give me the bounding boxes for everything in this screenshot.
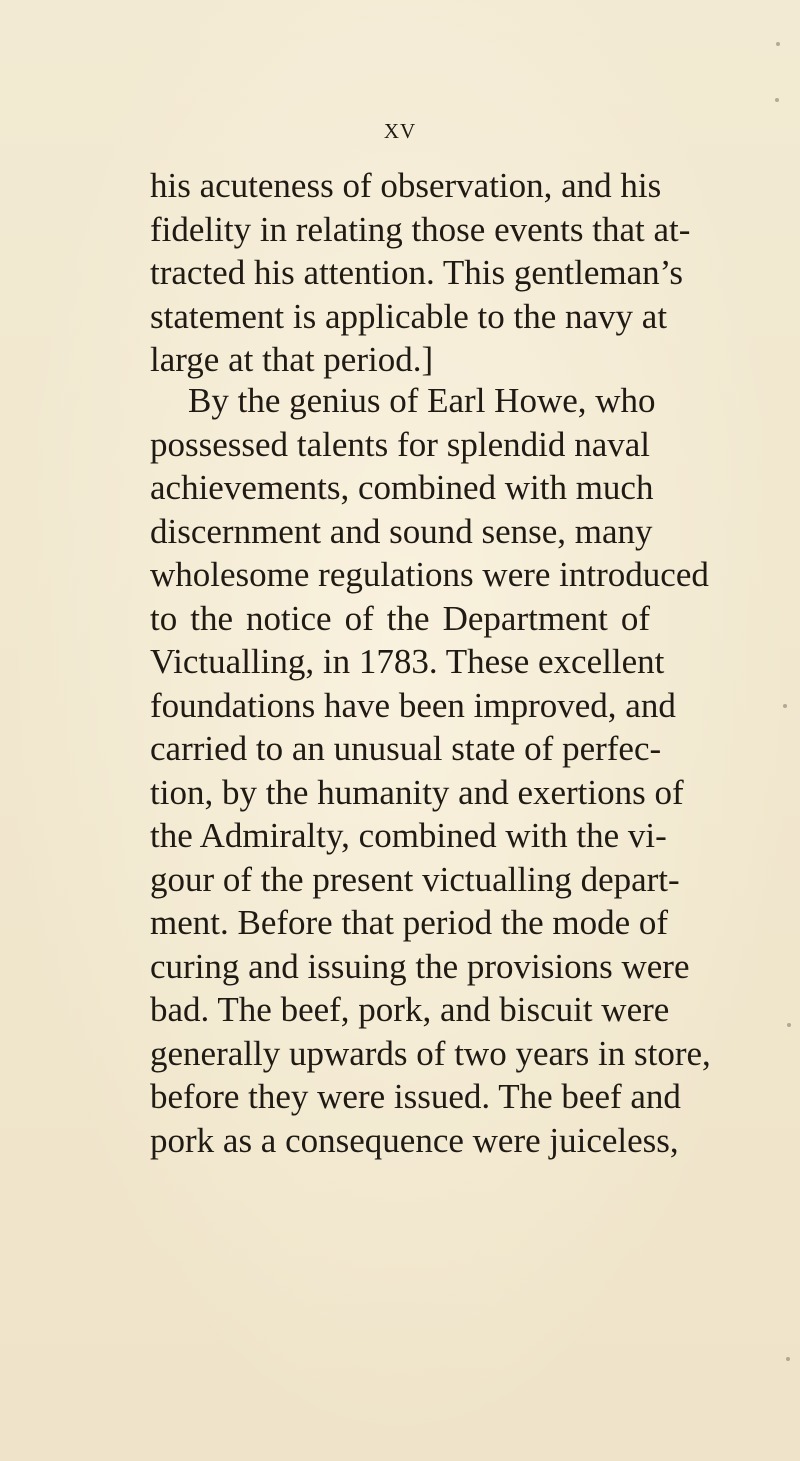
text-line: ment. Before that period the mode of <box>150 903 669 942</box>
text-line: By the genius of Earl Howe, who <box>188 381 656 420</box>
text-line: discernment and sound sense, many <box>150 511 653 551</box>
text-line: foundations have been improved, and <box>150 685 676 725</box>
paper-speck <box>776 42 780 46</box>
text-line: possessed talents for splendid naval <box>150 424 650 464</box>
paragraph-1 <box>150 164 691 382</box>
paper-speck <box>786 1357 790 1361</box>
paper-speck <box>787 1023 791 1027</box>
paragraph-2 <box>150 379 711 1162</box>
page-number: xv <box>383 112 417 145</box>
text-line: before they were issued. The beef and <box>150 1077 681 1116</box>
text-line: statement is applicable to the navy at <box>150 296 668 336</box>
text-line: achievements, combined with much <box>150 468 654 507</box>
text-line: Victualling, in 1783. These excellent <box>150 642 665 681</box>
paper-speck <box>783 704 787 708</box>
text-line: gour of the present victualling depart- <box>150 859 680 899</box>
text-line: generally upwards of two years in store, <box>150 1033 711 1073</box>
text-line: fidelity in relating those events that at- <box>150 209 691 249</box>
text-line: to the notice of the Department of <box>150 598 650 638</box>
text-line: wholesome regulations were introduced <box>150 555 709 594</box>
paper-speck <box>775 98 779 102</box>
text-line: the Admiralty, combined with the vi- <box>150 816 667 855</box>
text-line: pork as a consequence were juiceless, <box>150 1120 679 1160</box>
text-line: tracted his attention. This gentleman’s <box>150 253 683 292</box>
text-line: curing and issuing the provisions were <box>150 946 690 986</box>
text-line: carried to an unusual state of perfec- <box>150 729 662 768</box>
text-line: his acuteness of observation, and his <box>150 166 662 205</box>
text-line: large at that period.] <box>150 340 434 379</box>
text-line: tion, by the humanity and exertions of <box>150 772 684 812</box>
text-line: bad. The beef, pork, and biscuit were <box>150 990 670 1029</box>
